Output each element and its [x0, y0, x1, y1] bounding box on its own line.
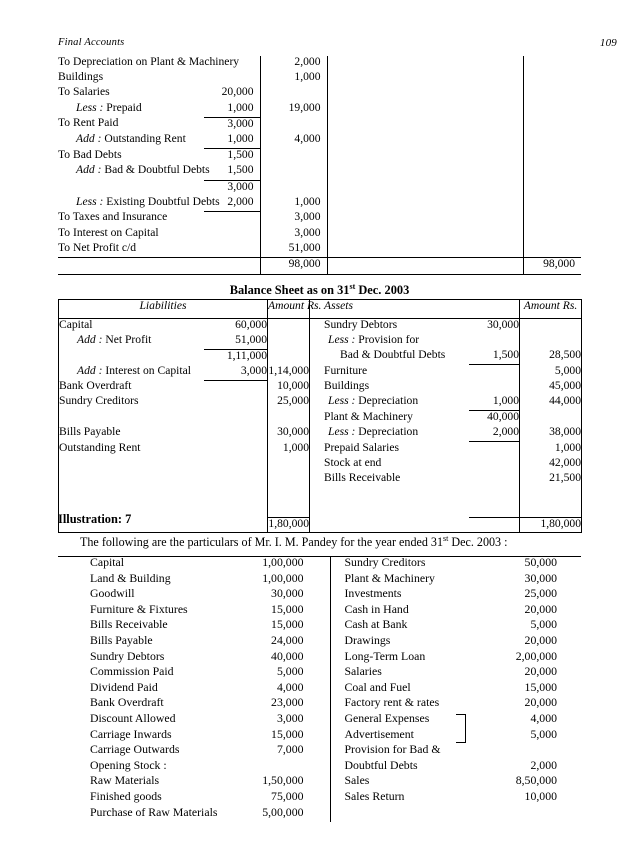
- illustration-lead-text: [80, 534, 508, 550]
- row-label: Bills Receivable: [310, 472, 469, 487]
- liability-inner-amount: [204, 472, 268, 487]
- row-label: [310, 334, 469, 349]
- particular-label-left: Sundry Debtors: [90, 648, 165, 663]
- asset-outer-amount: 21,500: [520, 472, 582, 487]
- particular-amount-left: 5,00,000: [262, 804, 304, 819]
- liability-inner-amount: [204, 395, 268, 410]
- totals-row: [58, 258, 581, 274]
- particular-label-left: Bills Payable: [90, 632, 153, 647]
- particular-label-left: Raw Materials: [90, 773, 160, 788]
- liability-outer-amount: 1,14,000: [268, 365, 310, 380]
- row-label: To Salaries: [58, 85, 110, 99]
- liability-inner-amount: [204, 380, 268, 395]
- row-label-text: Prepaid: [106, 100, 142, 114]
- particular-label-right: Sundry Creditors: [330, 557, 490, 573]
- credit-side-blank: [327, 164, 523, 180]
- particular-label-left: Carriage Outwards: [90, 742, 180, 757]
- table-row: [59, 411, 582, 426]
- particular-label-left: Capital: [90, 555, 125, 569]
- table-row: [58, 227, 581, 242]
- row-outer-amount: 3,000: [260, 227, 327, 242]
- asset-inner-amount: [469, 472, 520, 487]
- particular-amount-left: 1,00,000: [262, 555, 304, 569]
- rule-segment: [520, 533, 582, 536]
- particular-amount-left: 3,000: [276, 710, 304, 725]
- particular-label-right: Sales Return: [330, 791, 490, 807]
- liability-inner-amount: 3,000: [204, 365, 268, 380]
- credit-side-amount-blank: [523, 102, 581, 118]
- particular-amount-left: 15,000: [271, 601, 304, 616]
- row-label-prefix: Less :: [328, 394, 359, 408]
- asset-inner-amount: 1,500: [469, 349, 520, 364]
- credit-side-amount-blank: [523, 211, 581, 227]
- rule-segment: [327, 274, 523, 277]
- balance-sheet-heading-superscript: st: [349, 282, 356, 291]
- particular-amount-right: [490, 807, 581, 823]
- particular-label-right: Doubtful Debts: [330, 760, 490, 776]
- liability-outer-amount: [268, 487, 310, 502]
- table-row: [59, 487, 582, 502]
- particular-label-right: Coal and Fuel: [330, 682, 490, 698]
- table-row: [58, 180, 581, 196]
- credit-side-blank: [327, 56, 523, 71]
- liability-outer-amount: [268, 349, 310, 364]
- particular-amount-left: 24,000: [271, 632, 304, 647]
- liability-inner-amount: [204, 502, 268, 517]
- totals-credit-blank: [327, 258, 523, 274]
- liability-inner-amount: 51,000: [204, 334, 268, 349]
- credit-side-amount-blank: [523, 180, 581, 196]
- row-label-text: Provision for: [358, 332, 420, 346]
- table-row: [59, 426, 582, 441]
- asset-outer-amount: 44,000: [520, 395, 582, 410]
- particular-amount-right: 30,000: [524, 570, 557, 585]
- particular-label-right: Salaries: [330, 666, 490, 682]
- row-outer-amount: 19,000: [260, 102, 327, 118]
- liability-outer-amount: [268, 319, 310, 334]
- liability-outer-amount: 25,000: [268, 395, 310, 410]
- credit-side-amount-blank: [523, 86, 581, 101]
- particular-label-left: Finished goods: [90, 788, 162, 803]
- particular-amount-right: 20,000: [524, 632, 557, 647]
- credit-side-amount-blank: [523, 133, 581, 149]
- row-inner-amount: [204, 242, 260, 258]
- credit-side-blank: [327, 86, 523, 101]
- particular-amount-right: 20,000: [524, 601, 557, 616]
- total-liabilities-amount: 1,80,000: [268, 517, 310, 533]
- liability-inner-amount: [204, 411, 268, 426]
- liability-inner-amount: 1,11,000: [226, 348, 267, 362]
- total-credit-amount: 98,000: [523, 258, 581, 274]
- row-outer-amount: [260, 164, 327, 180]
- credit-side-blank: [327, 149, 523, 165]
- asset-inner-amount: [469, 487, 520, 502]
- row-inner-amount: 1,500: [204, 164, 260, 180]
- row-inner-amount: 2,000: [204, 196, 260, 212]
- particular-amount-left: 30,000: [271, 586, 304, 601]
- table-row: [59, 365, 582, 380]
- table-row: [58, 102, 581, 118]
- particular-label-right: General Expenses: [330, 713, 490, 729]
- totals-asset-label-blank: [310, 517, 469, 533]
- credit-side-blank: [327, 242, 523, 258]
- profit-and-loss-continuation-table: [58, 56, 581, 277]
- row-label: Prepaid Salaries: [310, 442, 469, 457]
- credit-side-blank: [327, 71, 523, 86]
- particular-amount-right: 8,50,000: [515, 773, 557, 788]
- row-label: Plant & Machinery: [310, 411, 469, 426]
- table-row: [59, 502, 582, 517]
- row-inner-amount: 1,000: [204, 133, 260, 149]
- particular-label-left: Carriage Inwards: [90, 726, 172, 741]
- row-label: Capital: [59, 319, 204, 334]
- table-bottom-rule: [58, 274, 581, 277]
- row-label: [58, 133, 204, 149]
- liability-outer-amount: 1,000: [268, 442, 310, 457]
- asset-inner-amount: [469, 380, 520, 395]
- particular-label-right: Advertisement: [330, 729, 490, 745]
- table-row: [58, 133, 581, 149]
- row-label-text: Depreciation: [358, 425, 419, 439]
- total-assets-amount: 1,80,000: [520, 517, 582, 533]
- row-label-prefix: Less :: [76, 100, 107, 114]
- particular-label-right: Factory rent & rates: [330, 697, 490, 713]
- particular-amount-right: 4,000: [530, 710, 557, 725]
- credit-side-amount-blank: [523, 71, 581, 86]
- row-label: To Rent Paid: [58, 116, 119, 130]
- particular-amount-right: 5,000: [530, 617, 557, 632]
- row-label: [59, 472, 204, 487]
- credit-side-blank: [327, 180, 523, 196]
- particular-label-left: Furniture & Fixtures: [90, 601, 188, 616]
- asset-inner-amount: [469, 334, 520, 349]
- particular-label-right: Drawings: [330, 635, 490, 651]
- row-label-prefix: Add :: [77, 332, 106, 346]
- column-header-liabilities-amount: Amount Rs.: [268, 300, 310, 319]
- particular-amount-right: 2,00,000: [515, 648, 557, 663]
- table-row: [59, 395, 582, 410]
- row-label: To Interest on Capital: [58, 226, 159, 240]
- liability-outer-amount: 30,000: [268, 426, 310, 441]
- row-label: Bad & Doubtful Debts: [310, 349, 469, 364]
- row-label-text: Interest on Capital: [105, 363, 191, 377]
- asset-inner-amount: 1,000: [469, 395, 520, 410]
- totals-asset-inner-blank: [469, 517, 520, 533]
- row-label: Bills Payable: [59, 426, 204, 441]
- particular-label-left: Discount Allowed: [90, 710, 176, 725]
- row-label: To Taxes and Insurance: [58, 210, 168, 224]
- row-label-prefix: Add :: [76, 163, 105, 177]
- row-label: [310, 395, 469, 410]
- row-outer-amount: 2,000: [260, 56, 327, 71]
- particular-amount-right: 50,000: [524, 555, 557, 569]
- row-outer-amount: [260, 117, 327, 133]
- table-row: [58, 117, 581, 133]
- column-header-assets: Assets: [310, 300, 520, 319]
- particular-label-left: Opening Stock :: [90, 757, 167, 772]
- row-label: [58, 163, 210, 180]
- row-label-text: Existing Doubtful Debts: [106, 194, 220, 208]
- liability-inner-amount: [204, 457, 268, 472]
- asset-inner-amount: 40,000: [487, 410, 520, 424]
- illustration-lead-after: Dec. 2003 :: [448, 535, 508, 550]
- particular-label-right: Long-Term Loan: [330, 651, 490, 667]
- particular-amount-left: 7,000: [276, 742, 304, 757]
- particular-amount-right: 25,000: [524, 586, 557, 601]
- particular-label-right: Cash at Bank: [330, 619, 490, 635]
- particular-amount-right: 10,000: [524, 788, 557, 803]
- particular-amount-right: 20,000: [524, 664, 557, 679]
- balance-sheet-heading-date: Dec. 2003: [355, 283, 410, 298]
- row-inner-amount: 20,000: [221, 85, 254, 99]
- row-label: Outstanding Rent: [59, 442, 204, 457]
- particular-amount-right: 20,000: [524, 695, 557, 710]
- particular-label-right: Cash in Hand: [330, 604, 490, 620]
- credit-side-amount-blank: [523, 117, 581, 133]
- row-label-text: Net Profit: [105, 332, 152, 346]
- credit-side-blank: [327, 102, 523, 118]
- row-label: Furniture: [310, 365, 469, 380]
- row-label: [59, 365, 204, 380]
- column-header-liabilities: Liabilities: [59, 300, 268, 319]
- row-outer-amount: [260, 180, 327, 196]
- row-outer-amount: 1,000: [260, 196, 327, 212]
- particular-amount-left: 5,000: [276, 664, 304, 679]
- particular-label-left: Commission Paid: [90, 664, 174, 679]
- row-outer-amount: [260, 86, 327, 101]
- particular-label-left: Goodwill: [90, 586, 135, 601]
- table-row: [59, 349, 582, 364]
- totals-row: [59, 517, 582, 533]
- table-row: [58, 71, 581, 86]
- credit-side-blank: [327, 117, 523, 133]
- credit-side-amount-blank: [523, 196, 581, 212]
- row-label: [59, 334, 204, 349]
- row-label-prefix: Less :: [328, 332, 359, 346]
- asset-outer-amount: 42,000: [520, 457, 582, 472]
- credit-side-amount-blank: [523, 242, 581, 258]
- row-inner-amount: 1,000: [204, 102, 260, 118]
- row-label-prefix: Add :: [77, 363, 106, 377]
- totals-inner-blank: [204, 258, 260, 274]
- row-label-text: Outstanding Rent: [104, 131, 186, 145]
- liability-outer-amount: [268, 502, 310, 517]
- row-label: [310, 426, 469, 441]
- totals-label-blank: [58, 258, 204, 274]
- particular-label-left: Dividend Paid: [90, 679, 158, 694]
- table-row: [59, 442, 582, 457]
- particular-label-right: Plant & Machinery: [330, 573, 490, 589]
- asset-outer-amount: [520, 411, 582, 426]
- balance-sheet-header-row: [59, 300, 582, 319]
- table-row: [59, 380, 582, 395]
- row-label: To Bad Debts: [58, 147, 122, 161]
- illustration-lead-superscript: st: [443, 534, 449, 543]
- row-label: Bank Overdraft: [59, 380, 204, 395]
- row-inner-amount: 3,000: [227, 179, 254, 193]
- asset-outer-amount: 45,000: [520, 380, 582, 395]
- liability-inner-amount: [204, 442, 268, 457]
- particular-amount-left: 15,000: [271, 726, 304, 741]
- row-label: [59, 457, 204, 472]
- particular-amount-left: 23,000: [271, 695, 304, 710]
- asset-inner-amount: [469, 457, 520, 472]
- table-row: [58, 164, 581, 180]
- liability-outer-amount: [268, 411, 310, 426]
- row-label-prefix: Add :: [76, 131, 105, 145]
- asset-inner-amount: [469, 365, 520, 380]
- table-row: [58, 56, 581, 71]
- provision-brace-marker: [456, 714, 466, 743]
- row-label: Sundry Creditors: [59, 395, 204, 410]
- row-label: [59, 349, 204, 364]
- row-label: Stock at end: [310, 457, 469, 472]
- table-row: [58, 149, 581, 165]
- liability-outer-amount: 10,000: [268, 380, 310, 395]
- row-label: [58, 194, 220, 212]
- row-inner-amount: 1,500: [227, 148, 254, 162]
- asset-outer-amount: 38,000: [520, 426, 582, 441]
- particular-amount-left: 1,50,000: [262, 773, 304, 788]
- table-row: [58, 807, 581, 823]
- asset-outer-amount: 28,500: [520, 349, 582, 364]
- balance-sheet-heading-text: Balance Sheet as on 31: [229, 283, 350, 298]
- table-row: [59, 319, 582, 334]
- row-label-text: Depreciation: [358, 394, 419, 408]
- liability-outer-amount: [268, 334, 310, 349]
- row-label: [59, 487, 204, 502]
- particular-label-left: Bills Receivable: [90, 617, 168, 632]
- row-label-prefix: Less :: [76, 194, 107, 208]
- row-label: [310, 502, 469, 517]
- particular-amount-left: 4,000: [276, 679, 304, 694]
- credit-side-amount-blank: [523, 164, 581, 180]
- particular-label-left: Purchase of Raw Materials: [90, 804, 218, 819]
- liability-inner-amount: 60,000: [235, 318, 267, 331]
- table-row: [58, 86, 581, 101]
- particular-amount-right: 5,000: [530, 726, 557, 741]
- rule-segment: [260, 274, 327, 277]
- credit-side-amount-blank: [523, 56, 581, 71]
- row-label: [310, 487, 469, 502]
- asset-inner-amount: [469, 442, 520, 457]
- row-label: To Depreciation on Plant & Machinery: [58, 55, 240, 68]
- particular-label-left: Land & Building: [90, 570, 171, 585]
- asset-outer-amount: [520, 487, 582, 502]
- table-row: [59, 457, 582, 472]
- row-label-text: Bad & Doubtful Debts: [104, 163, 210, 177]
- row-label: Buildings: [310, 380, 469, 395]
- rule-segment: [58, 274, 204, 277]
- illustration-lead-before: The following are the particulars of Mr. I. M. Pandey for the year ended 31: [80, 535, 444, 550]
- rule-segment: [523, 274, 581, 277]
- row-label: Sundry Debtors: [310, 319, 469, 334]
- row-inner-amount: [204, 71, 260, 86]
- row-inner-amount: 3,000: [227, 116, 254, 130]
- asset-inner-amount: [469, 502, 520, 517]
- row-label: [59, 411, 204, 426]
- row-outer-amount: [260, 149, 327, 165]
- particular-label-right: Investments: [330, 588, 490, 604]
- liability-inner-amount: [204, 487, 268, 502]
- asset-inner-amount: 2,000: [469, 426, 520, 441]
- asset-outer-amount: [520, 502, 582, 517]
- asset-inner-amount: 30,000: [487, 318, 520, 331]
- row-outer-amount: 51,000: [260, 242, 327, 258]
- trial-balance-particulars-table: [58, 556, 581, 822]
- rule-segment: [204, 274, 260, 277]
- credit-side-blank: [327, 227, 523, 242]
- totals-liability-inner-blank: [204, 517, 268, 533]
- illustration-title: Illustration: 7: [58, 512, 132, 526]
- row-label: [58, 102, 204, 118]
- particular-label-left: Bank Overdraft: [90, 695, 164, 710]
- credit-side-amount-blank: [523, 149, 581, 165]
- row-inner-amount: [204, 211, 260, 227]
- credit-side-blank: [327, 211, 523, 227]
- particular-amount-left: 75,000: [271, 788, 304, 803]
- column-header-assets-amount: Amount Rs.: [520, 300, 582, 319]
- asset-outer-amount: [520, 319, 582, 334]
- particular-amount-left: 1,00,000: [262, 570, 304, 585]
- table-row: [58, 196, 581, 212]
- liability-outer-amount: [268, 472, 310, 487]
- table-row: [58, 242, 581, 258]
- asset-outer-amount: 1,000: [520, 442, 582, 457]
- row-label: To Net Profit c/d: [58, 241, 137, 255]
- liability-outer-amount: [268, 457, 310, 472]
- table-row: [59, 472, 582, 487]
- liability-inner-amount: [204, 426, 268, 441]
- asset-outer-amount: [520, 334, 582, 349]
- row-label: Buildings: [58, 70, 104, 84]
- balance-sheet-table: [58, 299, 582, 535]
- particular-label-right: [330, 807, 490, 823]
- table-row: [59, 334, 582, 349]
- page-number: 109: [599, 37, 617, 49]
- credit-side-blank: [327, 133, 523, 149]
- particular-label-right: Provision for Bad &: [330, 744, 490, 760]
- particular-amount-right: 15,000: [524, 679, 557, 694]
- row-inner-amount: [204, 227, 260, 242]
- row-outer-amount: 4,000: [260, 133, 327, 149]
- running-head-title: Final Accounts: [58, 37, 125, 48]
- table-row: [58, 573, 581, 589]
- balance-sheet-heading: [0, 282, 639, 298]
- particular-label-right: Sales: [330, 775, 490, 791]
- row-label-prefix: Less :: [328, 425, 359, 439]
- table-row: [58, 211, 581, 227]
- row-label: [58, 180, 204, 196]
- asset-outer-amount: 5,000: [520, 365, 582, 380]
- credit-side-blank: [327, 196, 523, 212]
- credit-side-amount-blank: [523, 227, 581, 242]
- total-debit-amount: 98,000: [260, 258, 327, 274]
- particular-amount-left: 40,000: [271, 648, 304, 663]
- particular-amount-left: 15,000: [271, 617, 304, 632]
- row-outer-amount: 1,000: [260, 71, 327, 86]
- particular-amount-right: 2,000: [530, 757, 557, 772]
- row-outer-amount: 3,000: [260, 211, 327, 227]
